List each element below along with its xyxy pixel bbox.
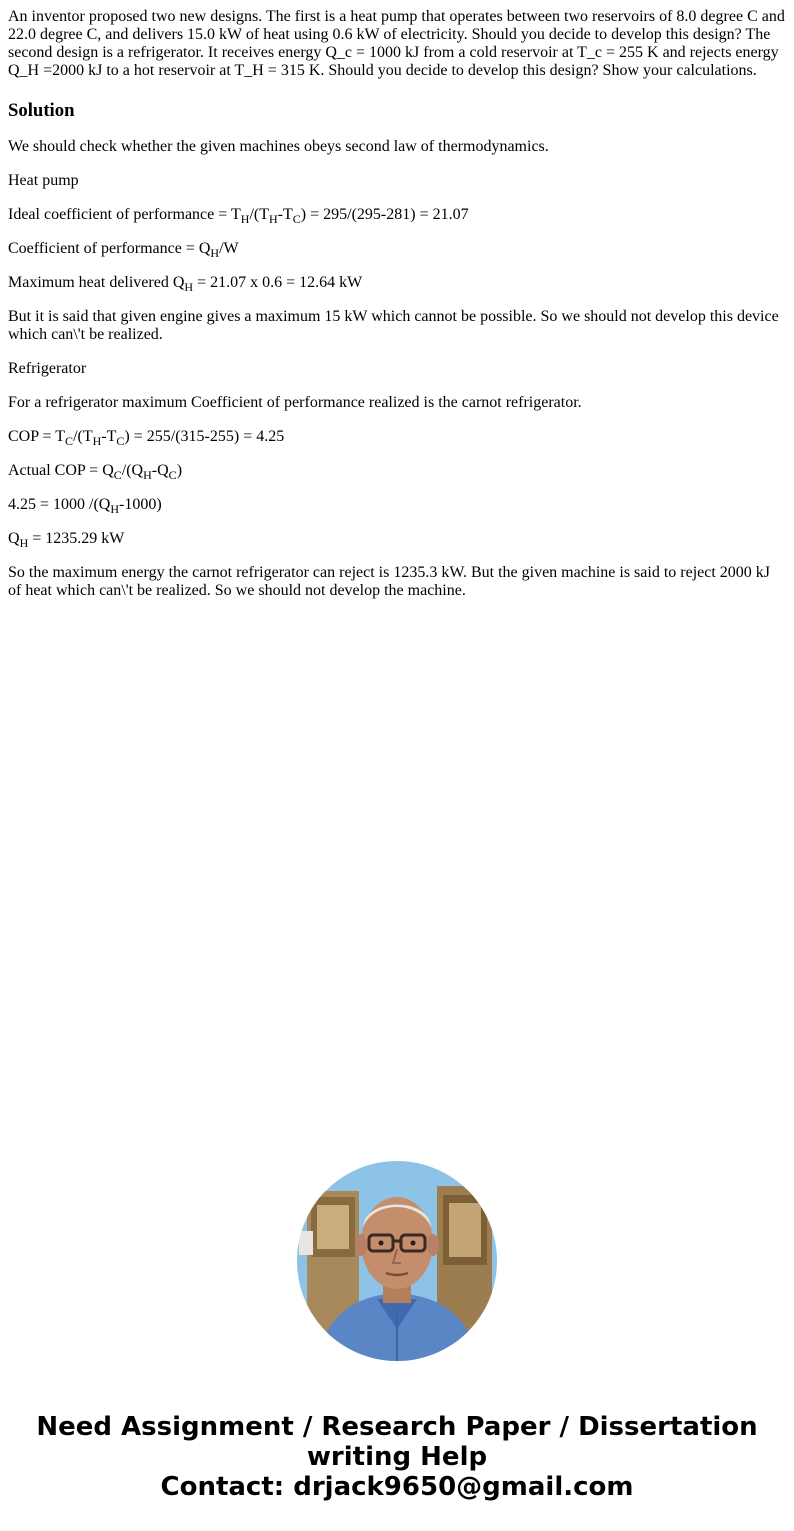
- promo-line-2: writing Help: [306, 1442, 488, 1472]
- promo-contact: Contact: drjack9650@gmail.com: [160, 1472, 634, 1502]
- promo-line-1: Need Assignment / Research Paper / Dissertation: [36, 1412, 758, 1442]
- question-text: An inventor proposed two new designs. The first is a heat pump that operates between two reservoirs of 8.0 degree C and 22.0 degree C, and delivers 15.0 kW of heat using 0.6 kW of electricity. Should you decide to develop this design? The second design is a refrigerator. It receives energy Q_c = 1000 kJ from a cold reservoir at T_c = 255 K and rejects energy Q_H =2000 kJ to a hot reservoir at T_H = 315 K. Should you decide to develop this design? Show your calculations.: [8, 8, 785, 79]
- refrigerator-conclusion: So the maximum energy the carnot refrigerator can reject is 1235.3 kW. But the given machine is said to reject 2000 kJ of heat which can\'t be realized. So we should not develop the machine.: [8, 564, 771, 599]
- max-heat-line: Maximum heat delivered $Q_H = 21.07$ x 0.6 = 12.64 kW: [8, 274, 363, 294]
- equation-line-2: $Q_H = 1235.29$ kW: [8, 530, 125, 550]
- heat-pump-label: Heat pump: [8, 172, 79, 189]
- equation-line-1: 4.25 = 1000 $/(Q_H-1000)$: [8, 496, 162, 516]
- cop-line: Coefficient of performance = $Q_H/W$: [8, 240, 239, 260]
- avatar: [297, 1161, 497, 1361]
- carnot-cop-line: COP = $T_C/(T_H-T_C) = 255/(315-255) = 4.25$: [8, 428, 285, 448]
- ideal-cop-line: Ideal coefficient of performance = $T_H/(T_H-T_C) = 295/(295-281) = 21.07$: [8, 206, 469, 226]
- document: [0, 8, 794, 600]
- refrigerator-intro: For a refrigerator maximum Coefficient of performance realized is the carnot refrigerator.: [8, 394, 582, 411]
- heat-pump-conclusion: But it is said that given engine gives a maximum 15 kW which cannot be possible. So we should not develop this device which can\'t be realized.: [8, 308, 779, 343]
- intro-text: We should check whether the given machines obeys second law of thermodynamics.: [8, 138, 549, 155]
- promo-banner: [0, 1412, 794, 1502]
- actual-cop-line: Actual COP = $Q_C/(Q_H-Q_C)$: [8, 462, 183, 482]
- refrigerator-label: Refrigerator: [8, 360, 87, 377]
- solution-heading: Solution: [8, 100, 75, 121]
